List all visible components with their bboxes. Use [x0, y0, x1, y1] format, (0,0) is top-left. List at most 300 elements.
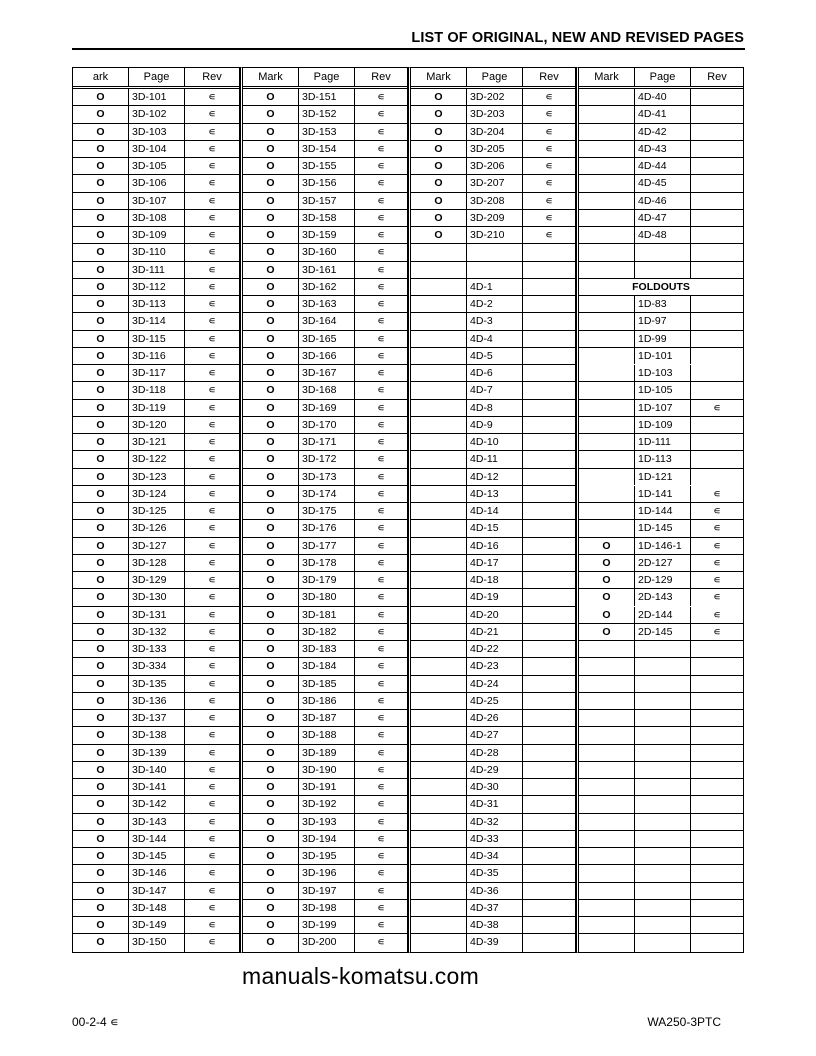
page-cell: 3D-138 — [129, 727, 185, 743]
mark-cell — [411, 279, 467, 295]
rev-cell — [523, 262, 575, 278]
mark-cell: O — [73, 503, 129, 519]
mark-cell: O — [243, 814, 299, 830]
rev-cell: ∊ — [208, 936, 216, 949]
table-row — [73, 831, 239, 848]
rev-cell — [691, 262, 743, 278]
table-row — [243, 762, 407, 779]
rev-cell — [691, 814, 743, 830]
page-cell — [635, 676, 691, 692]
mark-cell — [411, 727, 467, 743]
mark-cell: O — [73, 175, 129, 191]
rev-cell — [523, 779, 575, 795]
rev-cell: ∊ — [208, 694, 216, 707]
mark-cell: O — [243, 503, 299, 519]
table-row — [411, 227, 575, 244]
page-cell: 3D-178 — [299, 555, 355, 571]
mark-cell: O — [73, 141, 129, 157]
page-cell: 3D-112 — [129, 279, 185, 295]
page-cell: 4D-17 — [467, 555, 523, 571]
page-cell: 4D-8 — [467, 400, 523, 416]
page-cell: 3D-111 — [129, 262, 185, 278]
table-row — [73, 331, 239, 348]
page-cell: 3D-162 — [299, 279, 355, 295]
rev-cell — [691, 193, 743, 209]
rev-cell — [523, 848, 575, 864]
column-group-2 — [240, 67, 408, 953]
rev-cell: ∊ — [377, 142, 385, 155]
section-heading-row — [579, 279, 743, 296]
page-cell: 3D-191 — [299, 779, 355, 795]
table-row — [73, 158, 239, 175]
mark-cell — [411, 382, 467, 398]
table-row — [243, 917, 407, 934]
page-cell: 4D-31 — [467, 796, 523, 812]
rev-cell — [523, 520, 575, 536]
mark-cell: O — [243, 589, 299, 605]
table-row — [411, 831, 575, 848]
page-cell: 3D-117 — [129, 365, 185, 381]
table-row — [579, 589, 743, 606]
rev-cell: ∊ — [208, 867, 216, 880]
table-row — [579, 365, 743, 382]
rev-cell: ∊ — [377, 487, 385, 500]
rev-cell: ∊ — [377, 746, 385, 759]
page-cell: 4D-10 — [467, 434, 523, 450]
page-cell — [467, 244, 523, 260]
rev-cell: ∊ — [208, 246, 216, 259]
mark-cell — [579, 193, 635, 209]
mark-cell: O — [411, 193, 467, 209]
rev-cell: ∊ — [377, 349, 385, 362]
mark-cell — [579, 313, 635, 329]
header-row — [243, 68, 407, 89]
page-cell: 4D-11 — [467, 451, 523, 467]
mark-cell: O — [243, 883, 299, 899]
table-row — [73, 900, 239, 917]
mark-header: Mark — [243, 68, 299, 86]
page-cell: 1D-99 — [635, 331, 691, 347]
table-row — [579, 538, 743, 555]
table-row — [579, 745, 743, 762]
mark-cell — [579, 883, 635, 899]
page-number: 00-2-4 ∊ — [72, 1015, 119, 1029]
table-row — [411, 503, 575, 520]
table-row — [579, 693, 743, 710]
mark-cell: O — [73, 624, 129, 640]
rev-cell — [691, 227, 743, 243]
rev-cell: ∊ — [208, 901, 216, 914]
table-row — [73, 555, 239, 572]
mark-cell — [579, 382, 635, 398]
mark-cell: O — [411, 227, 467, 243]
table-row — [73, 451, 239, 468]
mark-cell — [579, 676, 635, 692]
page-cell: 3D-151 — [299, 89, 355, 105]
page-cell: 4D-33 — [467, 831, 523, 847]
mark-cell: O — [73, 676, 129, 692]
page-cell: 3D-114 — [129, 313, 185, 329]
page-cell: 4D-37 — [467, 900, 523, 916]
mark-header: ark — [73, 68, 129, 86]
rev-cell — [523, 503, 575, 519]
rev-cell — [523, 296, 575, 312]
mark-cell: O — [243, 624, 299, 640]
table-row — [579, 727, 743, 744]
table-row — [411, 796, 575, 813]
table-row — [579, 193, 743, 210]
rev-cell — [523, 313, 575, 329]
table-row — [73, 106, 239, 123]
table-row — [73, 365, 239, 382]
table-row — [73, 124, 239, 141]
table-row — [73, 175, 239, 192]
page-cell: 3D-140 — [129, 762, 185, 778]
page-cell: 1D-121 — [635, 469, 691, 485]
table-row — [411, 727, 575, 744]
rev-cell: ∊ — [377, 625, 385, 638]
rev-cell — [691, 710, 743, 726]
mark-cell — [579, 900, 635, 916]
mark-cell: O — [243, 262, 299, 278]
table-row — [579, 641, 743, 658]
mark-cell — [579, 417, 635, 433]
mark-cell: O — [243, 158, 299, 174]
page-cell: 4D-39 — [467, 934, 523, 951]
mark-cell: O — [243, 365, 299, 381]
mark-cell — [579, 434, 635, 450]
mark-cell: O — [243, 417, 299, 433]
table-row — [579, 624, 743, 641]
rev-cell: ∊ — [208, 125, 216, 138]
rev-cell — [523, 417, 575, 433]
page-cell: 3D-184 — [299, 658, 355, 674]
rev-cell: ∊ — [713, 608, 721, 621]
page-cell: 3D-181 — [299, 607, 355, 623]
table-row — [411, 779, 575, 796]
rev-cell: ∊ — [377, 436, 385, 448]
mark-cell — [411, 451, 467, 467]
header-row — [411, 68, 575, 89]
table-row — [243, 520, 407, 537]
rev-cell: ∊ — [377, 712, 385, 724]
rev-cell — [691, 417, 743, 433]
rev-cell — [691, 89, 743, 105]
page-cell: 4D-3 — [467, 313, 523, 329]
rev-cell: ∊ — [208, 160, 216, 172]
rev-cell: ∊ — [208, 625, 216, 638]
mark-cell: O — [73, 555, 129, 571]
page-cell: 3D-175 — [299, 503, 355, 519]
page-cell: 1D-146-1 — [635, 538, 691, 554]
table-row — [243, 572, 407, 589]
mark-cell: O — [411, 158, 467, 174]
page-cell: 4D-18 — [467, 572, 523, 588]
rev-cell: ∊ — [208, 539, 216, 552]
rev-header: Rev — [707, 71, 727, 83]
table-row — [411, 124, 575, 141]
table-row — [73, 141, 239, 158]
table-row — [579, 158, 743, 175]
mark-cell: O — [73, 434, 129, 450]
rev-cell: ∊ — [208, 91, 216, 103]
rev-cell — [523, 279, 575, 295]
page-cell: 3D-110 — [129, 244, 185, 260]
page-cell: 4D-6 — [467, 365, 523, 381]
mark-cell — [579, 400, 635, 416]
page-cell: 3D-127 — [129, 538, 185, 554]
table-row — [579, 331, 743, 348]
mark-cell — [411, 934, 467, 951]
mark-cell: O — [243, 727, 299, 743]
page-cell: 3D-180 — [299, 589, 355, 605]
page-cell: 3D-208 — [467, 193, 523, 209]
mark-cell — [411, 762, 467, 778]
mark-cell: O — [243, 296, 299, 312]
rev-cell: ∊ — [377, 505, 385, 517]
table-row — [243, 279, 407, 296]
header-row — [73, 68, 239, 89]
page-cell: 3D-142 — [129, 796, 185, 812]
rev-cell: ∊ — [545, 142, 553, 155]
rev-cell — [691, 900, 743, 916]
table-row — [411, 658, 575, 675]
page-cell: 3D-197 — [299, 883, 355, 899]
table-row — [411, 89, 575, 106]
mark-cell — [579, 658, 635, 674]
mark-cell: O — [243, 227, 299, 243]
table-row — [243, 693, 407, 710]
table-row — [73, 262, 239, 279]
rev-cell — [691, 106, 743, 122]
table-row — [243, 503, 407, 520]
mark-cell: O — [243, 210, 299, 226]
page-cell: 3D-141 — [129, 779, 185, 795]
page-cell: 4D-43 — [635, 141, 691, 157]
rev-cell: ∊ — [208, 798, 216, 811]
page-cell: 4D-13 — [467, 486, 523, 502]
table-row — [411, 676, 575, 693]
mark-cell: O — [243, 607, 299, 623]
table-row — [73, 469, 239, 486]
table-row — [73, 572, 239, 589]
rev-cell — [691, 641, 743, 657]
rev-cell: ∊ — [208, 832, 216, 845]
mark-cell: O — [243, 865, 299, 881]
page-cell: 3D-194 — [299, 831, 355, 847]
page-cell: 3D-120 — [129, 417, 185, 433]
page-cell: 3D-179 — [299, 572, 355, 588]
page-cell: 3D-148 — [129, 900, 185, 916]
mark-cell — [579, 348, 635, 364]
page-cell: 3D-202 — [467, 89, 523, 105]
mark-cell — [411, 624, 467, 640]
mark-cell — [579, 331, 635, 347]
rev-cell: ∊ — [377, 401, 385, 414]
table-row — [579, 124, 743, 141]
table-row — [243, 831, 407, 848]
table-row — [579, 175, 743, 192]
mark-cell — [579, 503, 635, 519]
mark-cell: O — [73, 365, 129, 381]
mark-cell: O — [73, 244, 129, 260]
table-row — [73, 745, 239, 762]
rev-cell — [523, 607, 575, 623]
page-cell: 3D-129 — [129, 572, 185, 588]
mark-cell: O — [73, 296, 129, 312]
rev-cell: ∊ — [377, 280, 385, 293]
page-cell: 4D-12 — [467, 469, 523, 485]
rev-cell — [523, 486, 575, 502]
rev-cell — [523, 382, 575, 398]
page-cell: 3D-137 — [129, 710, 185, 726]
rev-cell: ∊ — [713, 591, 721, 604]
rev-cell — [691, 745, 743, 761]
table-row — [411, 331, 575, 348]
mark-cell: O — [73, 469, 129, 485]
table-row — [73, 589, 239, 606]
mark-cell — [579, 917, 635, 933]
page-header: Page — [299, 68, 355, 86]
table-row — [579, 848, 743, 865]
rev-cell: ∊ — [208, 280, 216, 293]
mark-cell — [579, 831, 635, 847]
mark-cell: O — [73, 917, 129, 933]
rev-cell — [691, 831, 743, 847]
table-row — [411, 313, 575, 330]
rev-cell: ∊ — [208, 574, 216, 586]
table-row — [411, 589, 575, 606]
table-row — [73, 883, 239, 900]
table-row — [411, 486, 575, 503]
page-cell: 2D-127 — [635, 555, 691, 571]
rev-cell: ∊ — [377, 591, 385, 604]
page-cell — [635, 848, 691, 864]
rev-cell: ∊ — [377, 246, 385, 259]
table-row — [579, 262, 743, 279]
table-row — [243, 538, 407, 555]
mark-cell: O — [73, 417, 129, 433]
page-cell — [635, 900, 691, 916]
table-row — [243, 624, 407, 641]
page-cell: 3D-157 — [299, 193, 355, 209]
mark-cell: O — [73, 227, 129, 243]
rev-cell: ∊ — [377, 298, 385, 310]
mark-cell — [411, 313, 467, 329]
table-row — [243, 796, 407, 813]
mark-cell — [579, 124, 635, 140]
rev-cell: ∊ — [377, 901, 385, 914]
mark-cell — [579, 210, 635, 226]
page-cell: 3D-128 — [129, 555, 185, 571]
table-row — [579, 503, 743, 520]
mark-cell — [411, 848, 467, 864]
table-row — [411, 262, 575, 279]
page-cell — [635, 917, 691, 933]
mark-cell: O — [243, 762, 299, 778]
page-cell: 3D-209 — [467, 210, 523, 226]
rev-cell — [523, 676, 575, 692]
column-group-3 — [408, 67, 576, 953]
rev-cell — [691, 365, 743, 381]
rev-cell — [523, 538, 575, 554]
mark-cell — [579, 796, 635, 812]
table-row — [579, 900, 743, 917]
rev-cell — [523, 641, 575, 657]
page-cell: 4D-1 — [467, 279, 523, 295]
table-row — [243, 900, 407, 917]
table-row — [411, 745, 575, 762]
page-cell: 3D-156 — [299, 175, 355, 191]
table-row — [411, 175, 575, 192]
rev-cell: ∊ — [713, 625, 721, 638]
page-cell: 1D-111 — [635, 434, 691, 450]
page-cell: 4D-40 — [635, 89, 691, 105]
table-row — [579, 400, 743, 417]
mark-cell — [411, 434, 467, 450]
mark-cell: O — [73, 607, 129, 623]
page-cell: 3D-146 — [129, 865, 185, 881]
mark-cell: O — [411, 141, 467, 157]
mark-cell: O — [243, 693, 299, 709]
rev-cell: ∊ — [377, 539, 385, 552]
rev-cell — [523, 934, 575, 951]
page-cell: 3D-195 — [299, 848, 355, 864]
rev-cell — [691, 158, 743, 174]
rev-cell — [691, 934, 743, 951]
table-row — [73, 486, 239, 503]
table-row — [73, 814, 239, 831]
rev-cell: ∊ — [377, 781, 385, 793]
table-row — [579, 865, 743, 882]
mark-cell: O — [73, 934, 129, 951]
page-cell: 3D-131 — [129, 607, 185, 623]
table-row — [411, 382, 575, 399]
page-cell: 3D-183 — [299, 641, 355, 657]
table-row — [411, 296, 575, 313]
page-cell: 4D-26 — [467, 710, 523, 726]
mark-cell: O — [243, 193, 299, 209]
page-cell: 3D-109 — [129, 227, 185, 243]
rev-cell: ∊ — [208, 850, 216, 862]
rev-cell: ∊ — [377, 660, 385, 673]
mark-cell — [411, 883, 467, 899]
page-cell: 2D-145 — [635, 624, 691, 640]
mark-cell — [579, 451, 635, 467]
page-cell: 3D-206 — [467, 158, 523, 174]
mark-cell: O — [243, 641, 299, 657]
rev-cell: ∊ — [377, 108, 385, 121]
table-row — [73, 710, 239, 727]
page-cell: 4D-25 — [467, 693, 523, 709]
rev-cell: ∊ — [377, 850, 385, 862]
table-row — [411, 865, 575, 882]
page-cell: 3D-135 — [129, 676, 185, 692]
page-cell: 4D-32 — [467, 814, 523, 830]
page-cell: 4D-38 — [467, 917, 523, 933]
page-cell: 4D-48 — [635, 227, 691, 243]
mark-cell: O — [243, 175, 299, 191]
page-cell: 3D-155 — [299, 158, 355, 174]
rev-cell — [691, 796, 743, 812]
page-cell: 4D-14 — [467, 503, 523, 519]
page-cell: 3D-102 — [129, 106, 185, 122]
mark-cell: O — [73, 900, 129, 916]
mark-cell — [579, 934, 635, 951]
table-row — [243, 210, 407, 227]
mark-cell — [579, 727, 635, 743]
table-row — [243, 106, 407, 123]
